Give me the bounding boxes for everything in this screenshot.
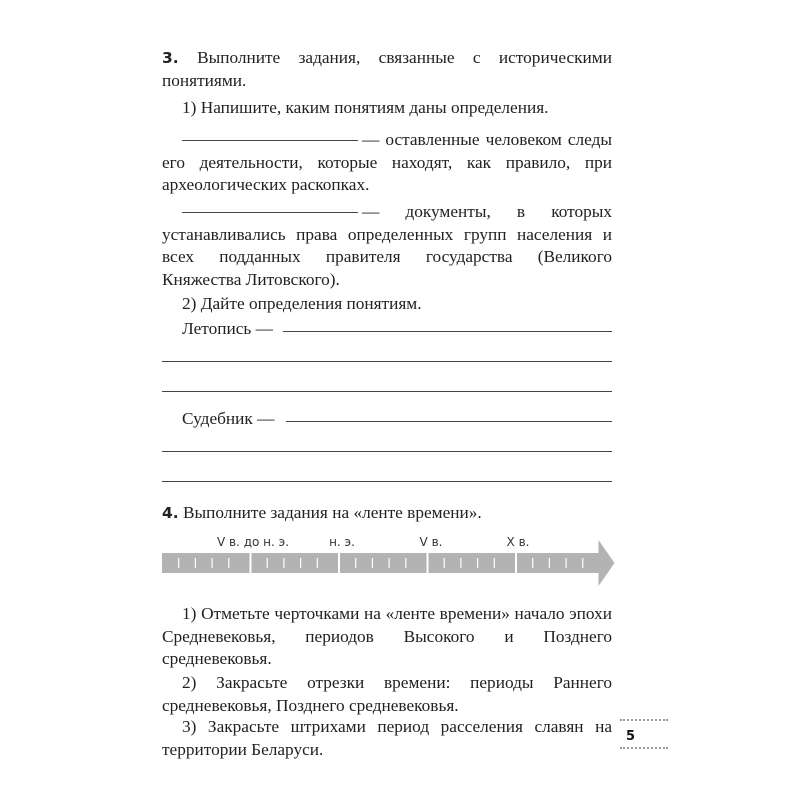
answer-blank-2[interactable]	[182, 212, 358, 213]
definition-1	[162, 129, 612, 197]
task4-item3: 3) Закрасьте штрихами период расселения славян на территории Беларуси.	[162, 717, 612, 759]
definition-2	[162, 201, 612, 291]
timeline-label-2: н. э.	[329, 535, 355, 549]
timeline-label-4: X в.	[506, 535, 530, 549]
definition-1-text: — оставленные человеком следы его деятельности, которые находят, как правило, при археологических раскопках.	[162, 130, 612, 194]
term-1-line-2[interactable]	[162, 361, 612, 362]
answer-blank-1[interactable]	[182, 140, 358, 141]
term-1-label: Летопись —	[182, 319, 273, 338]
term-2-line-1[interactable]	[286, 421, 612, 422]
page-number: 5	[626, 729, 636, 744]
task3-sub2: 2) Дайте определения понятиям.	[182, 294, 422, 313]
task3-title: Выполните задания, связанные с историческими понятиями.	[162, 48, 612, 90]
task3-sub1: 1) Напишите, каким понятиям даны определения.	[182, 98, 549, 117]
term-2-label: Судебник —	[182, 409, 275, 428]
task4-heading	[162, 502, 612, 525]
task3-heading	[162, 47, 612, 92]
task3-number: 3.	[162, 49, 179, 67]
task4-item2: 2) Закрасьте отрезки времени: периоды Раннего средневековья, Позднего средневековья.	[162, 673, 612, 715]
page-number-divider-top	[620, 719, 668, 721]
term-1-line-1[interactable]	[283, 331, 612, 332]
timeline-arrowhead	[599, 540, 615, 586]
timeline-label-3: V в.	[419, 535, 443, 549]
term-1-line-3[interactable]	[162, 391, 612, 392]
timeline-ribbon[interactable]	[160, 538, 616, 588]
task4-number: 4.	[162, 504, 179, 522]
page-number-divider-bottom	[620, 747, 668, 749]
task4-item1: 1) Отметьте черточками на «ленте времени» начало эпохи Средневековья, периодов Высокого и Позднего средневековья.	[162, 604, 612, 668]
term-2-line-2[interactable]	[162, 451, 612, 452]
definition-2-text: — документы, в которых устанавливались права определенных групп населения и всех подданных правителя государства (Великого Княжества Литовского).	[162, 202, 612, 289]
task4-title: Выполните задания на «ленте времени».	[183, 503, 482, 522]
term-2-line-3[interactable]	[162, 481, 612, 482]
timeline-label-1: V в. до н. э.	[216, 535, 290, 549]
